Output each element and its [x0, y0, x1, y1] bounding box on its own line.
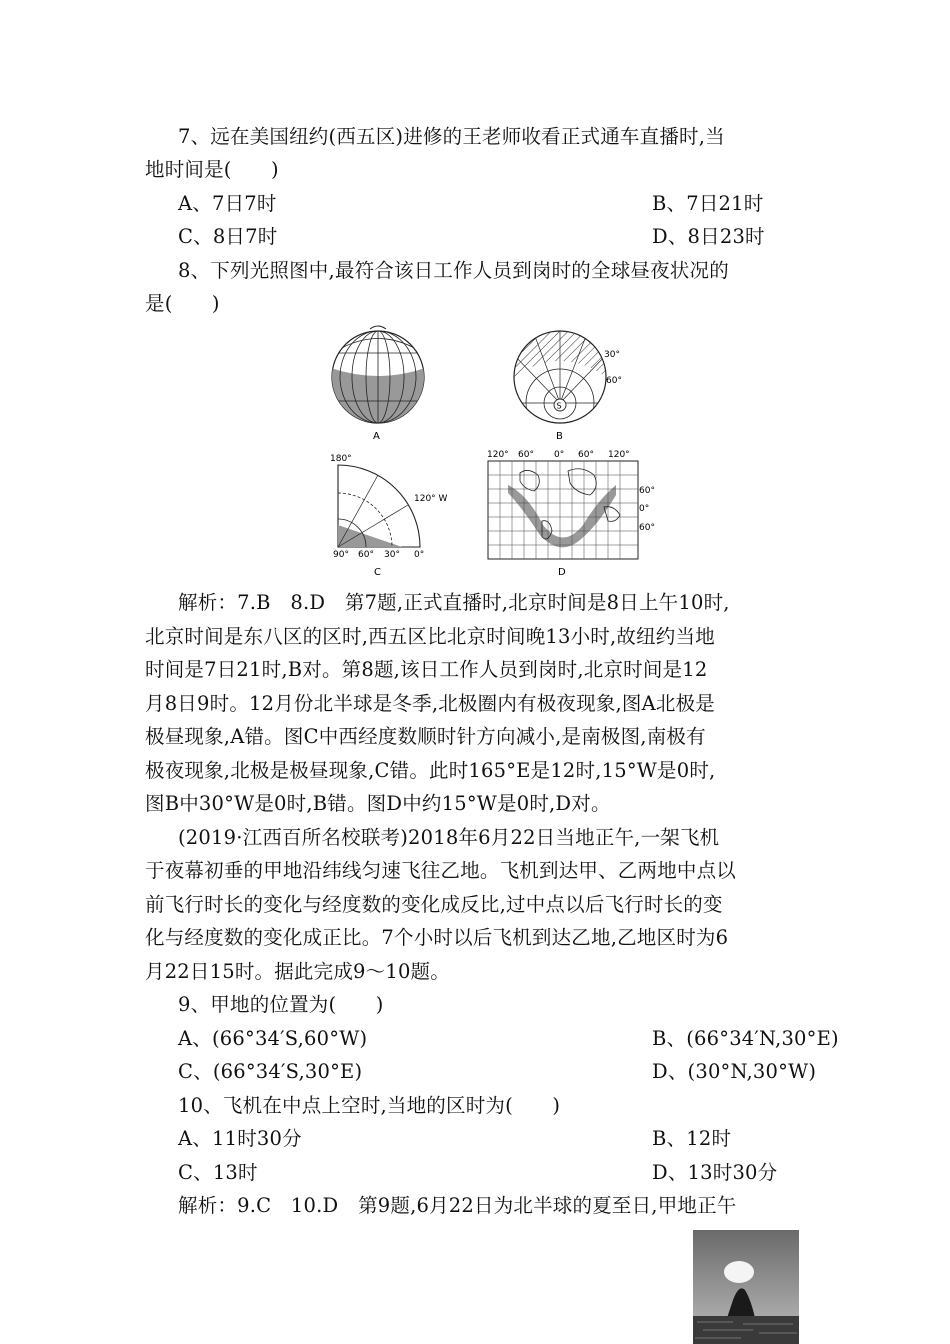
- diagram-c-right-label: 120° W: [414, 494, 448, 504]
- q9-options-row1: [178, 1026, 839, 1052]
- midnight-sun-photo: [693, 1230, 799, 1344]
- diagram-b-pole-label: S: [556, 401, 562, 411]
- q7-option-d: D、8日23时: [652, 225, 765, 248]
- illumination-diagrams-figure: [328, 325, 658, 583]
- q7-options-row2: [178, 224, 765, 250]
- analysis1-line1: 解析：7.B 8.D 第7题,正式直播时,北京时间是8日上午10时,: [178, 591, 730, 614]
- diagram-c-bottom-60: 60°: [358, 550, 374, 560]
- diagram-a-globe: [328, 326, 428, 442]
- material-line3: 前飞行时长的变化与经度数的变化成反比,过中点以后飞行时长的变: [145, 893, 723, 916]
- analysis1-line4: 月8日9时。12月份北半球是冬季,北极圈内有极夜现象,图A北极是: [145, 692, 716, 715]
- material-line2: 于夜幕初垂的甲地沿纬线匀速飞往乙地。飞机到达甲、乙两地中点以: [145, 859, 737, 882]
- q10-stem: 10、飞机在中点上空时,当地的区时为( ): [178, 1094, 561, 1117]
- q7-stem-line2: 地时间是( ): [145, 158, 279, 181]
- q7-option-a: A、7日7时: [178, 192, 277, 215]
- analysis1-line5: 极昼现象,A错。图C中西经度数顺时针方向减小,是南极图,南极有: [145, 725, 706, 748]
- q10-options-row1: [178, 1126, 732, 1152]
- diagram-c-top-label: 180°: [330, 454, 352, 464]
- diagram-b-lat-60: 60°: [606, 376, 622, 386]
- diagram-c-label: C: [374, 567, 381, 578]
- q10-options-row2: [178, 1160, 778, 1186]
- q9-options-row2: [178, 1059, 817, 1085]
- q8-stem-line2: 是( ): [145, 292, 220, 315]
- q7-option-c: C、8日7时: [178, 225, 278, 248]
- q8-stem-line1: 8、下列光照图中,最符合该日工作人员到岗时的全球昼夜状况的: [178, 259, 729, 282]
- diagram-c-bottom-90: 90°: [333, 550, 349, 560]
- q9-option-a: A、(66°34′S,60°W): [178, 1027, 368, 1050]
- analysis1-line7: 图B中30°W是0时,B错。图D中约15°W是0时,D对。: [145, 792, 611, 815]
- material-line1: (2019·江西百所名校联考)2018年6月22日当地正午,一架飞机: [178, 826, 720, 849]
- q9-option-b: B、(66°34′N,30°E): [652, 1027, 839, 1050]
- q9-option-c: C、(66°34′S,30°E): [178, 1060, 363, 1083]
- diagram-c-quarter: [330, 454, 448, 578]
- diagram-d-top-60w: 60°: [518, 450, 534, 460]
- q10-option-d: D、13时30分: [652, 1161, 778, 1184]
- analysis1-line3: 时间是7日21时,B对。第8题,该日工作人员到岗时,北京时间是12: [145, 658, 708, 681]
- analysis1-line6: 极夜现象,北极是极昼现象,C错。此时165°E是12时,15°W是0时,: [145, 759, 716, 782]
- q9-option-d: D、(30°N,30°W): [652, 1060, 817, 1083]
- analysis1-line2: 北京时间是东八区的区时,西五区比北京时间晚13小时,故纽约当地: [145, 625, 715, 648]
- diagram-d-top-120e: 120°: [608, 450, 630, 460]
- diagram-d-top-120w: 120°: [487, 450, 509, 460]
- diagram-d-right-60s: 60°: [639, 523, 655, 533]
- diagram-a-label: A: [373, 431, 380, 442]
- q7-option-b: B、7日21时: [652, 192, 764, 215]
- diagram-d-top-0: 0°: [554, 450, 565, 460]
- material-line4: 化与经度数的变化成正比。7个小时以后飞机到达乙地,乙地区时为6: [145, 926, 729, 949]
- q9-stem: 9、甲地的位置为( ): [178, 993, 384, 1016]
- q10-option-b: B、12时: [652, 1127, 732, 1150]
- diagram-d-right-60n: 60°: [639, 486, 655, 496]
- diagram-b-lat-30: 30°: [604, 350, 620, 360]
- q7-options-row1: [178, 191, 764, 217]
- q7-stem-line1: 7、远在美国纽约(西五区)进修的王老师收看正式通车直播时,当: [178, 125, 725, 148]
- diagram-d-label: D: [558, 567, 566, 578]
- diagram-c-bottom-0: 0°: [414, 550, 425, 560]
- diagram-b-polar: [514, 325, 622, 442]
- diagram-b-label: B: [556, 431, 563, 442]
- q10-option-c: C、13时: [178, 1161, 258, 1184]
- diagram-d-top-60e: 60°: [578, 450, 594, 460]
- q10-option-a: A、11时30分: [178, 1127, 302, 1150]
- material-line5: 月22日15时。据此完成9～10题。: [145, 960, 450, 983]
- diagram-c-bottom-30: 30°: [384, 550, 400, 560]
- analysis2-line1: 解析：9.C 10.D 第9题,6月22日为北半球的夏至日,甲地正午: [178, 1194, 737, 1217]
- diagram-d-right-0: 0°: [639, 504, 650, 514]
- diagram-d-map: [487, 450, 655, 578]
